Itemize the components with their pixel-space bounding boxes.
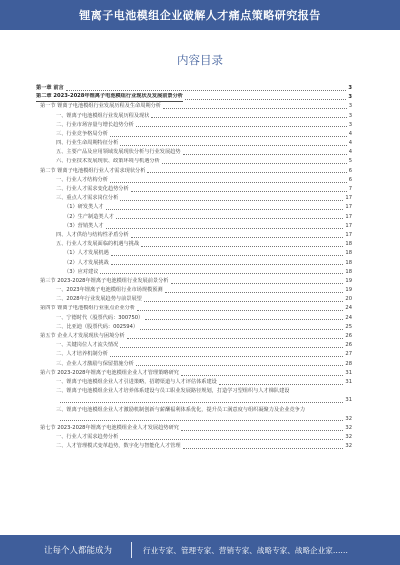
footer-slogan-right: 行业专家、管理专家、营销专家、战略专家、战略企业家…… [143, 546, 349, 555]
toc-entry-title: 一、宁德时代（股票代码：300750） [56, 314, 144, 321]
toc-entry-title: 三、企业人才激励与保留措施分析 [56, 360, 134, 367]
toc-entry-page: 32 [345, 424, 352, 431]
toc-entry[interactable] [36, 341, 352, 350]
toc-entry-page: 6 [348, 167, 352, 174]
toc-entry-title: 四、人才供给与结构性矛盾分析 [56, 231, 129, 238]
toc-entry-title: （2）人才发展挑战 [64, 259, 109, 266]
toc-entry-page: 7 [348, 186, 352, 193]
toc-entry-title: 一、锂离子电池模组企业人才引进策略，招聘渠道与人才评估体系建设 [56, 378, 217, 385]
toc-entry-page: 17 [345, 222, 352, 229]
toc-entry-page: 18 [345, 241, 352, 248]
toc-entry-title: （3）营销类人才 [64, 222, 104, 229]
toc-entry-title: 第二节 锂离子电池模组行业人才需求现状分析 [40, 167, 146, 174]
toc-entry-page: 3 [348, 94, 352, 101]
toc-entry[interactable] [36, 433, 352, 442]
toc-leader-dots [163, 108, 347, 109]
toc-entry-page: 27 [345, 351, 352, 358]
toc-leader-dots [60, 420, 343, 421]
toc-entry[interactable] [36, 102, 352, 111]
toc-entry-page: 24 [345, 314, 352, 321]
footer-slogan-left: 让每个人都能成为 [44, 546, 113, 556]
footer-bar [0, 535, 400, 565]
footer-divider [131, 542, 132, 558]
toc-leader-dots [137, 310, 343, 311]
toc-leader-dots [131, 237, 344, 238]
toc-leader-dots [141, 246, 343, 247]
toc-entry-title: 一、行业人才需求趋势分析 [56, 434, 119, 441]
toc-leader-dots [140, 329, 343, 330]
toc-entry-title: 六、行业技术发展现状、政策环境与机遇分析 [56, 158, 160, 165]
toc-entry[interactable] [36, 130, 352, 139]
toc-entry-title: 第二章 2023-2028年锂离子电池模组行业现状及发展前景分析 [36, 93, 183, 102]
toc-leader-dots [116, 218, 343, 219]
toc-entry-page: 20 [345, 296, 352, 303]
toc-leader-dots [136, 126, 347, 127]
toc-entry[interactable] [36, 222, 352, 231]
toc-entry-title: 二、比亚迪（股票代码：002594） [56, 323, 139, 330]
toc-leader-dots [120, 347, 343, 348]
toc-entry-title: 第三节 2023-2028年锂离子电池模组行业发展前景分析 [40, 277, 169, 284]
toc-entry[interactable] [36, 323, 352, 332]
toc-entry-title: 二、人才管理模式变革趋势，数字化与智能化人才管理 [56, 443, 181, 450]
toc-entry-title: 一、锂离子电池模组行业发展历程及现状 [56, 112, 150, 119]
toc-leader-dots [165, 292, 344, 293]
toc-entry-title: 五、主要产品及应用领域发展现状分析与行业发展趋势 [56, 149, 181, 156]
toc-leader-dots [110, 136, 347, 137]
toc-entry-page: 24 [345, 305, 352, 312]
toc-entry-title: （1）人才发展机遇 [64, 250, 109, 257]
toc-entry-title: 第七节 2023-2028年锂离子电池模组企业人才发展趋势研究 [40, 424, 179, 431]
header-bar [0, 0, 400, 30]
toc-entry-title: 第四节 锂离子电池模组行业重点企业分析 [40, 305, 136, 312]
toc-entry-title: 二、行业人才需求变化趋势分析 [56, 186, 129, 193]
toc-entry[interactable] [36, 360, 352, 369]
toc-leader-dots [181, 430, 344, 431]
toc-entry[interactable] [36, 369, 352, 378]
toc-entry[interactable] [36, 378, 352, 387]
toc-entry[interactable] [36, 387, 352, 396]
toc-leader-dots [100, 273, 343, 274]
toc-entry-page: 3 [348, 112, 352, 119]
toc-entry[interactable] [36, 286, 352, 295]
toc-entry-page: 3 [348, 103, 352, 110]
toc-leader-dots [110, 182, 347, 183]
toc-entry-page: 17 [345, 195, 352, 202]
toc-entry-page: 32 [345, 415, 352, 422]
toc-entry-title: 二、锂离子电池模组企业人才培养体系建设与员工职业发展路径规划，打造学习型组织与人才梯队建设 [56, 388, 290, 395]
toc-entry-title: 三、锂离子电池模组企业人才激励机制创新与薪酬福利体系优化，提升员工满意度与组织凝聚力及企业竞争力 [56, 406, 306, 413]
toc-leader-dots [162, 163, 347, 164]
toc-entry-page: 17 [345, 213, 352, 220]
toc-entry[interactable] [36, 93, 352, 102]
toc-entry-title: 三、重点人才需求岗位分析 [56, 195, 119, 202]
toc-entry-title: 第六节 2023-2028年锂离子电池模组企业人才管理策略研究 [40, 369, 179, 376]
toc-heading: 内容目录 [177, 53, 223, 67]
toc-leader-dots [120, 439, 343, 440]
toc-entry[interactable] [36, 415, 352, 424]
toc-entry-title: 三、行业竞争格局分析 [56, 130, 108, 137]
toc-leader-dots [106, 228, 344, 229]
toc-entry-page: 31 [345, 397, 352, 404]
toc-entry-page: 31 [345, 378, 352, 385]
toc-entry[interactable] [36, 84, 352, 93]
toc-entry-page: 25 [345, 323, 352, 330]
toc-leader-dots [136, 365, 344, 366]
toc-entry-page: 4 [348, 140, 352, 147]
toc-entry-page: 3 [348, 121, 352, 128]
toc-entry-page: 18 [345, 268, 352, 275]
toc-leader-dots [151, 117, 346, 118]
toc-leader-dots [111, 255, 344, 256]
toc-entry[interactable] [36, 240, 352, 249]
toc-entry[interactable] [36, 277, 352, 286]
toc-leader-dots [127, 338, 344, 339]
toc-entry[interactable] [36, 295, 352, 304]
toc-entry[interactable] [36, 167, 352, 176]
toc-leader-dots [183, 154, 347, 155]
toc-entry[interactable] [36, 213, 352, 222]
toc-leader-dots [185, 99, 346, 100]
toc-entry-page: 19 [345, 277, 352, 284]
toc-leader-dots [60, 402, 343, 403]
toc-entry[interactable] [36, 231, 352, 240]
toc-entry[interactable] [36, 350, 352, 359]
toc-entry[interactable] [36, 314, 352, 323]
toc-entry-title: 一、关键岗位人才流失情况 [56, 342, 119, 349]
toc-entry[interactable] [36, 268, 352, 277]
toc-entry-title: 第五节 企业人才发展现状与困境分析 [40, 333, 125, 340]
toc-entry[interactable] [36, 332, 352, 341]
toc-entry-title: 二、行业市场容量与增长趋势分析 [56, 121, 134, 128]
toc-entry[interactable] [36, 185, 352, 194]
toc-entry[interactable] [36, 194, 352, 203]
toc-leader-dots [183, 448, 344, 449]
toc-entry-title: 二、人才培养机制分析 [56, 351, 108, 358]
toc-entry[interactable] [36, 249, 352, 258]
toc-entry-title: （1）研发类人才 [64, 204, 104, 211]
toc-entry-title: （2）生产制造类人才 [64, 213, 114, 220]
toc-entry[interactable] [36, 406, 352, 415]
toc-entry[interactable] [36, 176, 352, 185]
toc-entry-page: 17 [345, 204, 352, 211]
toc-leader-dots [120, 200, 343, 201]
toc-entry[interactable] [36, 442, 352, 451]
toc-entry-page: 18 [345, 250, 352, 257]
document-title: 锂离子电池模组企业破解人才痛点策略研究报告 [79, 9, 321, 22]
toc-entry[interactable] [36, 121, 352, 130]
toc-entry-page: 4 [348, 130, 352, 137]
toc-entry-title: （3）应对建议 [64, 268, 99, 275]
toc-entry-page: 32 [345, 443, 352, 450]
toc-entry[interactable] [36, 203, 352, 212]
toc-entry[interactable] [36, 424, 352, 433]
toc-entry-title: 第一章 前言 [36, 84, 64, 91]
toc-leader-dots [111, 264, 344, 265]
toc-entry-title: 一、2023年锂离子电池模组行业市场规模预测 [56, 287, 163, 294]
toc-entry-title: 一、行业人才结构分析 [56, 176, 108, 183]
toc-entry-page: 32 [345, 434, 352, 441]
toc-leader-dots [144, 301, 344, 302]
toc-entry[interactable] [36, 148, 352, 157]
toc-entry[interactable] [36, 112, 352, 121]
toc-leader-dots [181, 375, 344, 376]
toc-entry[interactable] [36, 259, 352, 268]
table-of-contents [36, 84, 352, 452]
toc-entry-page: 26 [345, 333, 352, 340]
toc-leader-dots [145, 319, 343, 320]
toc-entry-page: 26 [345, 342, 352, 349]
toc-entry-page: 31 [345, 369, 352, 376]
toc-entry-title: 二、2028年行业发展趋势与前景展望 [56, 296, 142, 303]
toc-entry-page: 17 [345, 231, 352, 238]
toc-entry[interactable] [36, 139, 352, 148]
toc-entry-title: 第一节 锂离子电池模组行业发展历程及生命周期分析 [40, 103, 161, 110]
toc-leader-dots [110, 356, 344, 357]
toc-entry-page: 4 [348, 149, 352, 156]
toc-entry-page: 5 [348, 158, 352, 165]
toc-leader-dots [106, 209, 344, 210]
toc-entry-page: 6 [348, 176, 352, 183]
toc-leader-dots [131, 191, 347, 192]
toc-entry-page: 3 [348, 84, 352, 91]
toc-leader-dots [147, 172, 346, 173]
toc-entry-page: 19 [345, 287, 352, 294]
toc-leader-dots [171, 283, 344, 284]
toc-entry-title: 五、行业人才发展面临的机遇与挑战 [56, 241, 140, 248]
toc-leader-dots [66, 90, 347, 91]
toc-entry[interactable] [36, 305, 352, 314]
toc-entry-title: 四、行业生命周期特征分析 [56, 140, 119, 147]
toc-entry[interactable] [36, 158, 352, 167]
toc-entry-page: 28 [345, 360, 352, 367]
toc-leader-dots [219, 384, 344, 385]
toc-entry-page: 18 [345, 259, 352, 266]
toc-leader-dots [120, 145, 346, 146]
toc-entry[interactable] [36, 396, 352, 405]
